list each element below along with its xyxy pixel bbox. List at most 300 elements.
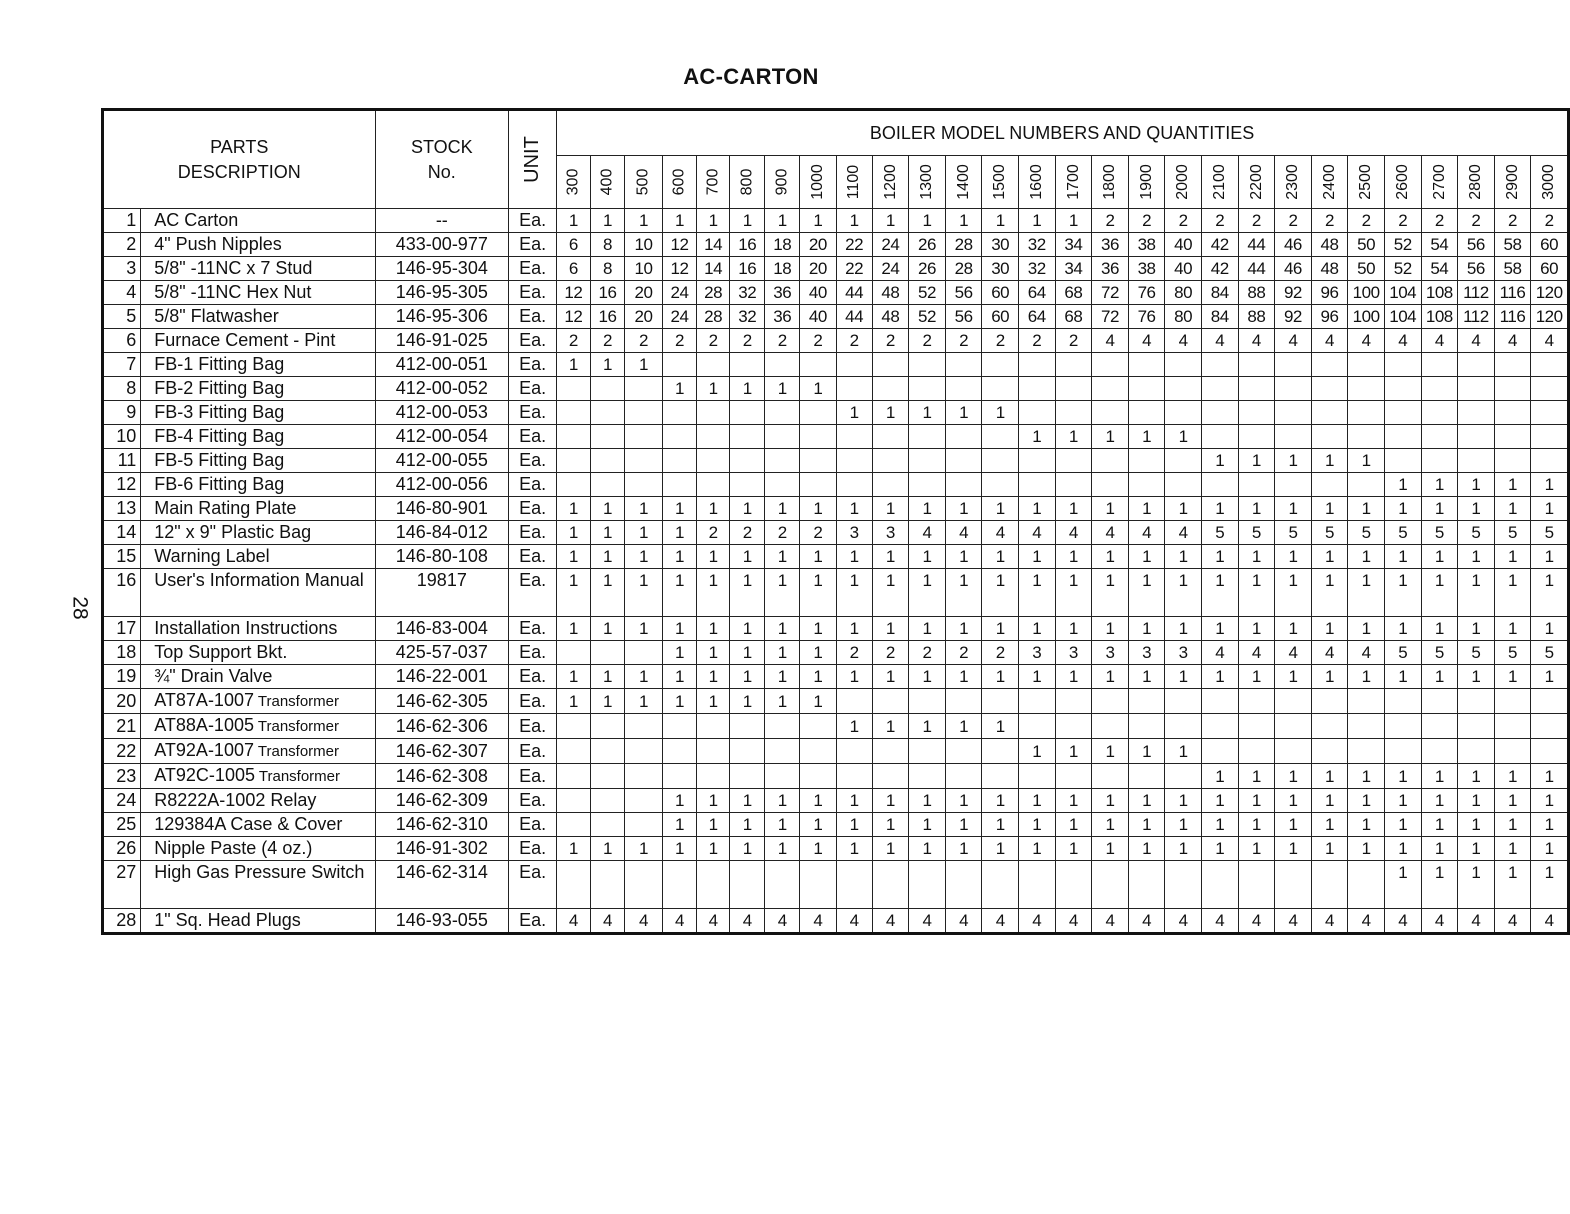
qty-600: 1 xyxy=(662,209,697,233)
qty-1000: 1 xyxy=(800,641,837,665)
qty-900: 1 xyxy=(765,789,800,813)
stock-number: 412-00-055 xyxy=(375,449,509,473)
qty-3000: 1 xyxy=(1531,617,1569,641)
qty-500 xyxy=(625,641,662,665)
qty-1600 xyxy=(1018,401,1055,425)
stock-number: 146-62-306 xyxy=(375,714,509,739)
qty-2500: 1 xyxy=(1348,764,1385,789)
qty-1900: 1 xyxy=(1128,545,1165,569)
stock-number: 146-80-108 xyxy=(375,545,509,569)
qty-1700 xyxy=(1055,861,1092,909)
qty-2200: 4 xyxy=(1238,641,1275,665)
qty-1400: 28 xyxy=(945,257,982,281)
qty-2300 xyxy=(1275,714,1312,739)
qty-1500: 60 xyxy=(982,281,1019,305)
qty-1400 xyxy=(945,689,982,714)
qty-1400: 1 xyxy=(945,209,982,233)
qty-3000 xyxy=(1531,425,1569,449)
qty-1800: 1 xyxy=(1092,569,1129,617)
qty-900: 4 xyxy=(765,909,800,934)
unit: Ea. xyxy=(509,813,557,837)
part-description: Warning Label xyxy=(141,545,375,569)
row-number: 21 xyxy=(103,714,141,739)
qty-2600 xyxy=(1384,689,1421,714)
qty-2400: 4 xyxy=(1311,641,1348,665)
qty-1300: 1 xyxy=(909,813,946,837)
qty-2900 xyxy=(1494,353,1531,377)
unit: Ea. xyxy=(509,401,557,425)
qty-600: 24 xyxy=(662,281,697,305)
qty-1900 xyxy=(1128,473,1165,497)
qty-2800 xyxy=(1458,377,1495,401)
qty-2000: 1 xyxy=(1165,617,1202,641)
qty-300 xyxy=(557,789,591,813)
qty-1500 xyxy=(982,689,1019,714)
qty-2200: 1 xyxy=(1238,813,1275,837)
qty-700: 1 xyxy=(697,545,730,569)
qty-1100: 1 xyxy=(836,837,872,861)
qty-2100: 1 xyxy=(1201,449,1238,473)
qty-2100: 1 xyxy=(1201,569,1238,617)
qty-500 xyxy=(625,473,662,497)
qty-2300: 4 xyxy=(1275,329,1312,353)
qty-1400 xyxy=(945,739,982,764)
qty-1400: 2 xyxy=(945,329,982,353)
qty-1200: 24 xyxy=(872,257,909,281)
qty-3000 xyxy=(1531,353,1569,377)
qty-900 xyxy=(765,449,800,473)
qty-3000: 60 xyxy=(1531,257,1569,281)
qty-700: 1 xyxy=(697,617,730,641)
qty-2800: 112 xyxy=(1458,281,1495,305)
qty-2500: 50 xyxy=(1348,257,1385,281)
qty-600: 2 xyxy=(662,329,697,353)
qty-1700 xyxy=(1055,689,1092,714)
table-row xyxy=(103,813,1569,837)
qty-1300 xyxy=(909,689,946,714)
qty-1200 xyxy=(872,473,909,497)
table-row xyxy=(103,257,1569,281)
part-description: Top Support Bkt. xyxy=(141,641,375,665)
qty-2100: 84 xyxy=(1201,305,1238,329)
qty-900: 1 xyxy=(765,689,800,714)
qty-700 xyxy=(697,425,730,449)
qty-2800: 56 xyxy=(1458,233,1495,257)
qty-2500: 100 xyxy=(1348,281,1385,305)
qty-800: 1 xyxy=(729,837,765,861)
qty-2100: 42 xyxy=(1201,257,1238,281)
qty-900: 36 xyxy=(765,305,800,329)
qty-1100: 4 xyxy=(836,909,872,934)
qty-500 xyxy=(625,377,662,401)
qty-1400: 4 xyxy=(945,521,982,545)
qty-400: 4 xyxy=(590,909,625,934)
table-row xyxy=(103,617,1569,641)
qty-1500: 1 xyxy=(982,665,1019,689)
qty-1500: 1 xyxy=(982,569,1019,617)
unit: Ea. xyxy=(509,425,557,449)
qty-1700 xyxy=(1055,473,1092,497)
qty-1900: 4 xyxy=(1128,909,1165,934)
qty-1700: 34 xyxy=(1055,257,1092,281)
qty-2100: 1 xyxy=(1201,789,1238,813)
qty-2900: 4 xyxy=(1494,909,1531,934)
qty-1000: 2 xyxy=(800,521,837,545)
qty-400 xyxy=(590,377,625,401)
qty-2100: 4 xyxy=(1201,329,1238,353)
qty-500: 20 xyxy=(625,281,662,305)
qty-2500: 5 xyxy=(1348,521,1385,545)
qty-2600: 1 xyxy=(1384,813,1421,837)
qty-600: 12 xyxy=(662,257,697,281)
qty-1300: 1 xyxy=(909,837,946,861)
row-number: 28 xyxy=(103,909,141,934)
qty-1700: 68 xyxy=(1055,281,1092,305)
qty-700 xyxy=(697,353,730,377)
qty-300 xyxy=(557,861,591,909)
qty-1500: 1 xyxy=(982,837,1019,861)
table-row xyxy=(103,233,1569,257)
qty-1000: 20 xyxy=(800,233,837,257)
qty-1700: 1 xyxy=(1055,837,1092,861)
qty-2400 xyxy=(1311,473,1348,497)
part-description: AT92A-1007 Transformer xyxy=(141,739,375,764)
qty-1400: 1 xyxy=(945,714,982,739)
qty-3000: 1 xyxy=(1531,813,1569,837)
qty-2400: 1 xyxy=(1311,497,1348,521)
qty-2200 xyxy=(1238,689,1275,714)
qty-400 xyxy=(590,641,625,665)
stock-number: 146-91-302 xyxy=(375,837,509,861)
qty-600 xyxy=(662,714,697,739)
qty-600: 1 xyxy=(662,497,697,521)
qty-2400 xyxy=(1311,739,1348,764)
qty-1600 xyxy=(1018,764,1055,789)
qty-1500 xyxy=(982,425,1019,449)
qty-600: 1 xyxy=(662,665,697,689)
qty-800: 2 xyxy=(729,329,765,353)
qty-1500 xyxy=(982,739,1019,764)
model-header-2100: 2100 xyxy=(1201,156,1238,209)
header-unit: UNIT xyxy=(509,110,557,209)
qty-1300: 52 xyxy=(909,305,946,329)
qty-2700: 4 xyxy=(1421,329,1458,353)
qty-1900 xyxy=(1128,377,1165,401)
qty-1500 xyxy=(982,764,1019,789)
qty-1300: 1 xyxy=(909,545,946,569)
qty-2800: 112 xyxy=(1458,305,1495,329)
qty-1300: 1 xyxy=(909,789,946,813)
qty-2600: 1 xyxy=(1384,473,1421,497)
qty-2900: 1 xyxy=(1494,545,1531,569)
part-description: FB-1 Fitting Bag xyxy=(141,353,375,377)
qty-1500 xyxy=(982,473,1019,497)
part-description: 5/8" Flatwasher xyxy=(141,305,375,329)
qty-800 xyxy=(729,425,765,449)
qty-2900 xyxy=(1494,425,1531,449)
qty-2300: 1 xyxy=(1275,617,1312,641)
qty-1700 xyxy=(1055,377,1092,401)
qty-500 xyxy=(625,789,662,813)
row-number: 16 xyxy=(103,569,141,617)
qty-1900 xyxy=(1128,449,1165,473)
model-header-2500: 2500 xyxy=(1348,156,1385,209)
qty-500: 1 xyxy=(625,497,662,521)
qty-1800: 36 xyxy=(1092,257,1129,281)
row-number: 5 xyxy=(103,305,141,329)
qty-2900: 4 xyxy=(1494,329,1531,353)
qty-2500: 1 xyxy=(1348,813,1385,837)
qty-2600 xyxy=(1384,739,1421,764)
qty-1200: 2 xyxy=(872,641,909,665)
qty-500 xyxy=(625,401,662,425)
qty-1600: 2 xyxy=(1018,329,1055,353)
qty-1200 xyxy=(872,764,909,789)
qty-2000: 1 xyxy=(1165,739,1202,764)
qty-1300: 4 xyxy=(909,909,946,934)
qty-3000: 1 xyxy=(1531,497,1569,521)
qty-1600: 1 xyxy=(1018,617,1055,641)
qty-2200 xyxy=(1238,377,1275,401)
qty-2600: 104 xyxy=(1384,305,1421,329)
qty-2900 xyxy=(1494,377,1531,401)
table-row xyxy=(103,281,1569,305)
qty-2300: 1 xyxy=(1275,665,1312,689)
qty-1900: 1 xyxy=(1128,739,1165,764)
qty-1600: 1 xyxy=(1018,209,1055,233)
qty-1300: 1 xyxy=(909,714,946,739)
model-header-2400: 2400 xyxy=(1311,156,1348,209)
qty-2600: 1 xyxy=(1384,497,1421,521)
qty-1400: 2 xyxy=(945,641,982,665)
model-header-2000: 2000 xyxy=(1165,156,1202,209)
qty-2500 xyxy=(1348,689,1385,714)
qty-1300 xyxy=(909,449,946,473)
qty-700: 14 xyxy=(697,233,730,257)
qty-2600: 1 xyxy=(1384,789,1421,813)
qty-2600: 4 xyxy=(1384,909,1421,934)
model-header-1700: 1700 xyxy=(1055,156,1092,209)
qty-700: 1 xyxy=(697,813,730,837)
part-description: 129384A Case & Cover xyxy=(141,813,375,837)
qty-2500 xyxy=(1348,425,1385,449)
qty-900 xyxy=(765,473,800,497)
qty-400 xyxy=(590,739,625,764)
qty-2900: 58 xyxy=(1494,257,1531,281)
qty-2700: 4 xyxy=(1421,909,1458,934)
qty-1800 xyxy=(1092,861,1129,909)
qty-3000: 5 xyxy=(1531,521,1569,545)
qty-1700: 68 xyxy=(1055,305,1092,329)
qty-1400: 1 xyxy=(945,545,982,569)
table-row xyxy=(103,641,1569,665)
qty-2700 xyxy=(1421,401,1458,425)
qty-3000 xyxy=(1531,401,1569,425)
qty-2100 xyxy=(1201,689,1238,714)
qty-1100: 1 xyxy=(836,665,872,689)
stock-number: 146-83-004 xyxy=(375,617,509,641)
qty-2400 xyxy=(1311,714,1348,739)
model-header-2800: 2800 xyxy=(1458,156,1495,209)
qty-300: 1 xyxy=(557,521,591,545)
qty-1600: 64 xyxy=(1018,305,1055,329)
stock-number: 19817 xyxy=(375,569,509,617)
qty-400: 1 xyxy=(590,617,625,641)
qty-800: 16 xyxy=(729,233,765,257)
qty-2400 xyxy=(1311,689,1348,714)
qty-2300 xyxy=(1275,377,1312,401)
qty-2400 xyxy=(1311,401,1348,425)
qty-2000: 1 xyxy=(1165,665,1202,689)
header-row xyxy=(103,110,1569,156)
row-number: 19 xyxy=(103,665,141,689)
qty-2000 xyxy=(1165,861,1202,909)
unit: Ea. xyxy=(509,837,557,861)
qty-1300: 2 xyxy=(909,329,946,353)
qty-800: 1 xyxy=(729,813,765,837)
qty-2000: 1 xyxy=(1165,545,1202,569)
qty-300: 1 xyxy=(557,497,591,521)
model-header-600: 600 xyxy=(662,156,697,209)
qty-300 xyxy=(557,739,591,764)
qty-400: 16 xyxy=(590,305,625,329)
qty-3000: 1 xyxy=(1531,764,1569,789)
qty-500 xyxy=(625,813,662,837)
qty-500 xyxy=(625,739,662,764)
qty-1600: 64 xyxy=(1018,281,1055,305)
qty-800 xyxy=(729,764,765,789)
qty-900: 1 xyxy=(765,665,800,689)
unit: Ea. xyxy=(509,789,557,813)
qty-1800: 72 xyxy=(1092,305,1129,329)
model-header-2200: 2200 xyxy=(1238,156,1275,209)
qty-1300: 4 xyxy=(909,521,946,545)
qty-1000: 1 xyxy=(800,569,837,617)
qty-1100: 1 xyxy=(836,401,872,425)
qty-2000 xyxy=(1165,401,1202,425)
part-description: AT87A-1007 Transformer xyxy=(141,689,375,714)
qty-2000: 4 xyxy=(1165,521,1202,545)
qty-2700 xyxy=(1421,714,1458,739)
qty-1300 xyxy=(909,861,946,909)
qty-1800: 1 xyxy=(1092,617,1129,641)
qty-1500: 30 xyxy=(982,257,1019,281)
part-description: High Gas Pressure Switch xyxy=(141,861,375,909)
qty-700: 1 xyxy=(697,665,730,689)
qty-1200 xyxy=(872,861,909,909)
qty-2800 xyxy=(1458,353,1495,377)
qty-2400: 1 xyxy=(1311,837,1348,861)
qty-2800: 56 xyxy=(1458,257,1495,281)
qty-2300: 1 xyxy=(1275,764,1312,789)
qty-2900: 1 xyxy=(1494,665,1531,689)
qty-300 xyxy=(557,813,591,837)
qty-900: 18 xyxy=(765,233,800,257)
qty-1100: 3 xyxy=(836,521,872,545)
qty-700 xyxy=(697,764,730,789)
stock-number: 146-95-304 xyxy=(375,257,509,281)
qty-2500: 1 xyxy=(1348,545,1385,569)
qty-1800 xyxy=(1092,353,1129,377)
qty-2800: 1 xyxy=(1458,545,1495,569)
qty-3000: 1 xyxy=(1531,545,1569,569)
qty-500: 2 xyxy=(625,329,662,353)
qty-300 xyxy=(557,401,591,425)
unit: Ea. xyxy=(509,305,557,329)
qty-1000: 1 xyxy=(800,617,837,641)
part-description: 12" x 9" Plastic Bag xyxy=(141,521,375,545)
qty-1600: 4 xyxy=(1018,521,1055,545)
model-header-1900: 1900 xyxy=(1128,156,1165,209)
row-number: 7 xyxy=(103,353,141,377)
qty-800: 1 xyxy=(729,789,765,813)
qty-2700: 1 xyxy=(1421,764,1458,789)
qty-1200 xyxy=(872,353,909,377)
stock-number: 146-62-308 xyxy=(375,764,509,789)
row-number: 9 xyxy=(103,401,141,425)
qty-400 xyxy=(590,473,625,497)
qty-1800 xyxy=(1092,689,1129,714)
qty-1400: 1 xyxy=(945,665,982,689)
qty-2800: 5 xyxy=(1458,641,1495,665)
qty-2100 xyxy=(1201,401,1238,425)
qty-1000 xyxy=(800,353,837,377)
qty-2600: 1 xyxy=(1384,861,1421,909)
qty-2900: 1 xyxy=(1494,569,1531,617)
qty-1100: 1 xyxy=(836,209,872,233)
page-number: 28 xyxy=(68,596,92,620)
stock-number: 146-22-001 xyxy=(375,665,509,689)
qty-1700: 1 xyxy=(1055,617,1092,641)
unit: Ea. xyxy=(509,764,557,789)
qty-1600: 1 xyxy=(1018,789,1055,813)
qty-500 xyxy=(625,764,662,789)
qty-900: 1 xyxy=(765,377,800,401)
qty-400: 1 xyxy=(590,521,625,545)
row-number: 18 xyxy=(103,641,141,665)
qty-1900: 1 xyxy=(1128,837,1165,861)
qty-1900: 1 xyxy=(1128,789,1165,813)
part-description: Furnace Cement - Pint xyxy=(141,329,375,353)
qty-400: 1 xyxy=(590,837,625,861)
unit: Ea. xyxy=(509,545,557,569)
qty-1100 xyxy=(836,473,872,497)
qty-800: 32 xyxy=(729,281,765,305)
qty-700 xyxy=(697,401,730,425)
qty-1300: 26 xyxy=(909,257,946,281)
qty-800: 1 xyxy=(729,641,765,665)
qty-1200: 48 xyxy=(872,281,909,305)
qty-1300: 1 xyxy=(909,665,946,689)
qty-800: 1 xyxy=(729,545,765,569)
qty-1400: 1 xyxy=(945,497,982,521)
qty-700 xyxy=(697,714,730,739)
qty-600: 1 xyxy=(662,689,697,714)
qty-1300: 1 xyxy=(909,569,946,617)
qty-2600 xyxy=(1384,714,1421,739)
qty-300: 6 xyxy=(557,257,591,281)
qty-1900: 1 xyxy=(1128,497,1165,521)
part-description: 5/8" -11NC Hex Nut xyxy=(141,281,375,305)
model-header-500: 500 xyxy=(625,156,662,209)
unit: Ea. xyxy=(509,473,557,497)
qty-1500: 30 xyxy=(982,233,1019,257)
qty-2800: 1 xyxy=(1458,813,1495,837)
qty-1100 xyxy=(836,689,872,714)
qty-1100 xyxy=(836,425,872,449)
unit: Ea. xyxy=(509,209,557,233)
model-header-1600: 1600 xyxy=(1018,156,1055,209)
